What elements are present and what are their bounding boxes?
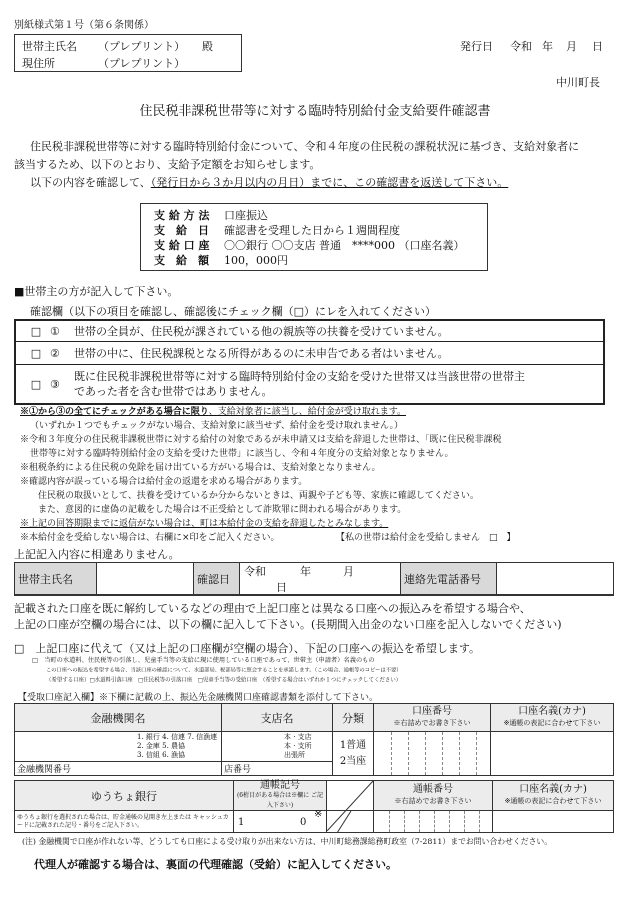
- name-label: 世帯主氏名: [22, 40, 77, 53]
- confirm-item-1: [16, 321, 603, 342]
- acct-field[interactable]: [374, 732, 491, 776]
- inst-type-1: 1. 銀行 4. 信連 7. 信漁連: [137, 733, 218, 741]
- confirm-item-2: [16, 342, 603, 365]
- sig-date-field[interactable]: [240, 563, 401, 596]
- bank-form-heading: 【受取口座記入欄】※下欄に記載の上、振込先金融機関口座確認書類を添付して下さい。: [18, 693, 379, 703]
- confirm-text-1: 世帯の全員が、住民税が課されている他の親族等の扶養を受けていません。: [74, 325, 449, 338]
- divider: [14, 594, 614, 595]
- inst-type-3: 3. 信組 6. 漁協: [137, 751, 186, 759]
- issue-era: 令和: [510, 40, 532, 53]
- small-note-2: この口座への振込を希望する場合、当該口座の確認について、水道部局、税部局等に照会することを承諾します。（この場合、通帳等のコピーは不要）: [46, 666, 402, 673]
- note-6: また、意図的に虚偽の記載をした場合は不正受給として詐欺罪に問われる場合があります。: [38, 505, 407, 515]
- type-opt-2: 2当座: [339, 755, 367, 767]
- yucho-table: [14, 780, 614, 833]
- branch-type-2: 本 · 支所: [284, 742, 312, 750]
- address-label: 現住所: [22, 57, 55, 70]
- inst-label: 金融機関名: [15, 704, 222, 732]
- signature-row: [14, 562, 614, 596]
- confirm-heading: 確認欄（以下の項目を確認し、確認後にチェック欄（□）にレを入れてください）: [30, 305, 437, 318]
- note-1: [20, 404, 406, 417]
- bank-table: [14, 703, 614, 776]
- note-4: ※確認内容が誤っている場合は給付金の返還を求める場合があります。: [20, 477, 308, 487]
- yucho-mark: ※: [314, 809, 323, 820]
- note-3: ※租税条約による住民税の免除を届け出ている方がいる場合は、支給対象となりません。: [20, 463, 381, 473]
- decline-checkbox[interactable]: 【私の世帯は給付金を受給しません □ 】: [336, 533, 516, 543]
- note-8: ※本給付金を受給しない場合は、右欄に×印をご記入ください。: [20, 533, 280, 543]
- holder-sub: ※通帳の表記に合わせて下さい: [503, 719, 601, 727]
- payment-amount-value: 100，000円: [224, 254, 288, 267]
- note-1-rest: 、支給対象者に該当し、給付金が受け取れます。: [208, 407, 407, 417]
- sig-year: 年: [300, 565, 311, 578]
- holder-label-cell: [491, 704, 614, 732]
- note-5: 住民税の取扱いとして、扶養を受けているか分からないときは、両親や子ども等、家族に確認してください。: [38, 491, 479, 501]
- yucho-holder-label: 口座名義(カナ): [519, 784, 587, 795]
- yucho-num-field[interactable]: [374, 811, 493, 833]
- payment-amount-label: 支 給 額: [154, 254, 209, 267]
- yucho-note: ゆうちょ銀行を選択された場合は、貯金通帳の見開き左上または キャッシュカードに記載された記号・番号をご記入下さい。: [15, 811, 234, 833]
- acct-label: 口座番号: [412, 706, 452, 717]
- yucho-sym-field[interactable]: [234, 811, 327, 833]
- payment-date-value: 確認書を受理した日から１週間程度: [224, 224, 400, 237]
- transfer-text-2: 上記の口座が空欄の場合には、以下の欄に記入して下さい。(長期間入出金のない口座を記入しないでください): [14, 618, 562, 631]
- inst-field[interactable]: [15, 732, 222, 762]
- address-value: （プレプリント）: [98, 57, 186, 70]
- note-1-bold: ※①から③の全てにチェックがある場合に限り: [20, 407, 209, 417]
- inst-type-2: 2. 金庫 5. 農協: [137, 742, 186, 750]
- yucho-sym-cell: [234, 781, 327, 811]
- sig-era: 令和: [244, 565, 266, 578]
- issue-year: 年: [542, 40, 553, 53]
- branch-code-label: 店番号: [222, 762, 333, 776]
- transfer-option[interactable]: □ 上記口座に代えて（又は上記の口座欄が空欄の場合）、下記の口座への振込を希望します。: [14, 642, 481, 655]
- confirm-text-3b: であった者を含む世帯ではありません。: [74, 385, 273, 398]
- confirm-num-2: ②: [50, 346, 60, 360]
- inst-code-label: 金融機関番号: [15, 762, 222, 776]
- branch-label: 支店名: [222, 704, 333, 732]
- yucho-holder-cell: [493, 781, 614, 811]
- yucho-one: 1: [238, 817, 245, 828]
- payment-account-label: 支 給 口 座: [154, 239, 210, 252]
- payment-method-value: 口座振込: [224, 209, 268, 222]
- confirm-num-3: ③: [50, 377, 60, 391]
- agree-text: 上記記入内容に相違ありません。: [14, 548, 180, 561]
- issue-day: 日: [592, 40, 603, 53]
- footer-note: (注) 金融機関で口座が作れない等、どうしても口座による受け取りが出来ない方は、中川町総務課総務町政室（7-2811）までお問い合わせください。: [22, 836, 553, 846]
- holder-label: 口座名義(カナ): [518, 706, 586, 717]
- diagonal-line-icon: [327, 811, 373, 833]
- yucho-num-sub: ※右詰めでお書き下さい: [394, 797, 472, 805]
- type-opt-1: 1普通: [339, 739, 367, 751]
- type-field[interactable]: [333, 732, 374, 776]
- issue-date-label: 発行日: [460, 40, 493, 53]
- intro-line-2: 該当するため、以下のとおり、支給予定額をお知らせします。: [14, 158, 321, 171]
- acct-label-cell: [374, 704, 491, 732]
- yucho-num-cell: [374, 781, 493, 811]
- payment-method-label: 支 給 方 法: [154, 209, 210, 222]
- sig-phone-field[interactable]: [497, 563, 614, 596]
- sig-month: 月: [343, 565, 354, 578]
- intro-line-3-pre: 以下の内容を確認して、: [30, 176, 151, 189]
- note-7: ※上記の回答期限までに返信がない場合は、町は本給付金の支給を辞退したとみなします。: [20, 519, 389, 529]
- branch-type-3: 出張所: [284, 751, 305, 759]
- note-1-sub: （いずれか１つでもチェックがない場合、支給対象に該当せず、給付金を受け取れません。）: [30, 421, 404, 431]
- small-note-3: （希望する口座）□水道料引落口座 □住民税等の引落口座 □児童手当等の受給口座 （希望する場合はいずれか１つにチェックしてください）: [46, 676, 402, 683]
- yucho-slash-bottom: [327, 811, 374, 833]
- sig-day: 日: [276, 581, 287, 594]
- yucho-holder-sub: ※通帳の表記に合わせて下さい: [504, 797, 602, 805]
- note-2a: ※令和３年度分の住民税非課税世帯に対する給付の対象であるが未申請又は支給を辞退した世帯は、「既に住民税非課税: [20, 435, 502, 445]
- note-2b: 世帯等に対する臨時特別給付金の支給を受けた世帯」に該当し、令和４年度分の支給対象となりません。: [30, 449, 454, 459]
- confirm-checkbox-3[interactable]: □: [30, 377, 42, 391]
- confirm-item-3: [16, 365, 603, 403]
- footer-proxy-note: 代理人が確認する場合は、裏面の代理確認（受給）に記入してください。: [34, 858, 397, 871]
- intro-line-3: [30, 174, 508, 190]
- issuer: 中川町長: [556, 76, 600, 89]
- yucho-label: ゆうちょ銀行: [15, 781, 234, 811]
- sig-name-field[interactable]: [97, 563, 194, 596]
- holder-field[interactable]: [491, 732, 614, 776]
- document-title: 住民税非課税世帯等に対する臨時特別給付金支給要件確認書: [139, 104, 491, 119]
- transfer-text-1: 記載された口座を既に解約しているなどの理由で上記口座とは異なる口座への振込みを希望する場合や、: [14, 602, 531, 615]
- confirm-checkbox-2[interactable]: □: [30, 346, 42, 360]
- sig-date-label: 確認日: [194, 563, 240, 596]
- yucho-slash: [327, 781, 374, 811]
- type-label: 分類: [333, 704, 374, 732]
- sig-name-label: 世帯主氏名: [15, 563, 97, 596]
- payment-account-value: 〇〇銀行 〇〇支店 普通 ****000 （口座名義）: [224, 239, 465, 252]
- form-reference: 別紙様式第１号（第６条関係）: [14, 20, 154, 31]
- confirm-num-1: ①: [50, 324, 60, 338]
- acct-sub: ※右詰めでお書き下さい: [393, 719, 471, 727]
- payment-date-label: 支 給 日: [154, 224, 209, 237]
- yucho-sym-label: 通帳記号: [260, 780, 300, 791]
- yucho-num-label: 通帳番号: [413, 784, 453, 795]
- honorific: 殿: [202, 40, 213, 53]
- deadline-text: （発行日から３か月以内の月日）までに、この確認書を返送して下さい。: [150, 176, 509, 189]
- issue-month: 月: [566, 40, 577, 53]
- yucho-zero: 0: [300, 817, 307, 828]
- sig-phone-label: 連絡先電話番号: [401, 563, 497, 596]
- branch-type-1: 本 · 支店: [284, 733, 312, 741]
- confirm-box: [14, 319, 605, 405]
- intro-line-1: 住民税非課税世帯等に対する臨時特別給付金について、令和４年度の住民税の課税状況に基づき、支給対象者に: [30, 140, 580, 153]
- confirm-text-2: 世帯の中に、住民税課税となる所得があるのに未申告である者はいません。: [74, 347, 449, 360]
- confirm-text-3: 既に住民税非課税世帯等に対する臨時特別給付金の支給を受けた世帯又は当該世帯の世帯主: [74, 370, 525, 383]
- name-value: （プレプリント）: [98, 40, 186, 53]
- confirm-checkbox-1[interactable]: □: [30, 324, 42, 338]
- small-note-1: □ 当町の水道料、住民税等の引落し、児童手当等の支給に現に使用している口座であって、世帯主（申請者）名義のもの: [32, 656, 375, 664]
- confirm-text-3-wrap: [74, 369, 525, 399]
- yucho-holder-field[interactable]: [493, 811, 614, 833]
- branch-field[interactable]: [222, 732, 333, 762]
- yucho-sym-sub: (6桁目がある場合は※欄に ご記入下さい): [236, 792, 324, 809]
- section-heading: ■世帯主の方が記入して下さい。: [14, 285, 179, 298]
